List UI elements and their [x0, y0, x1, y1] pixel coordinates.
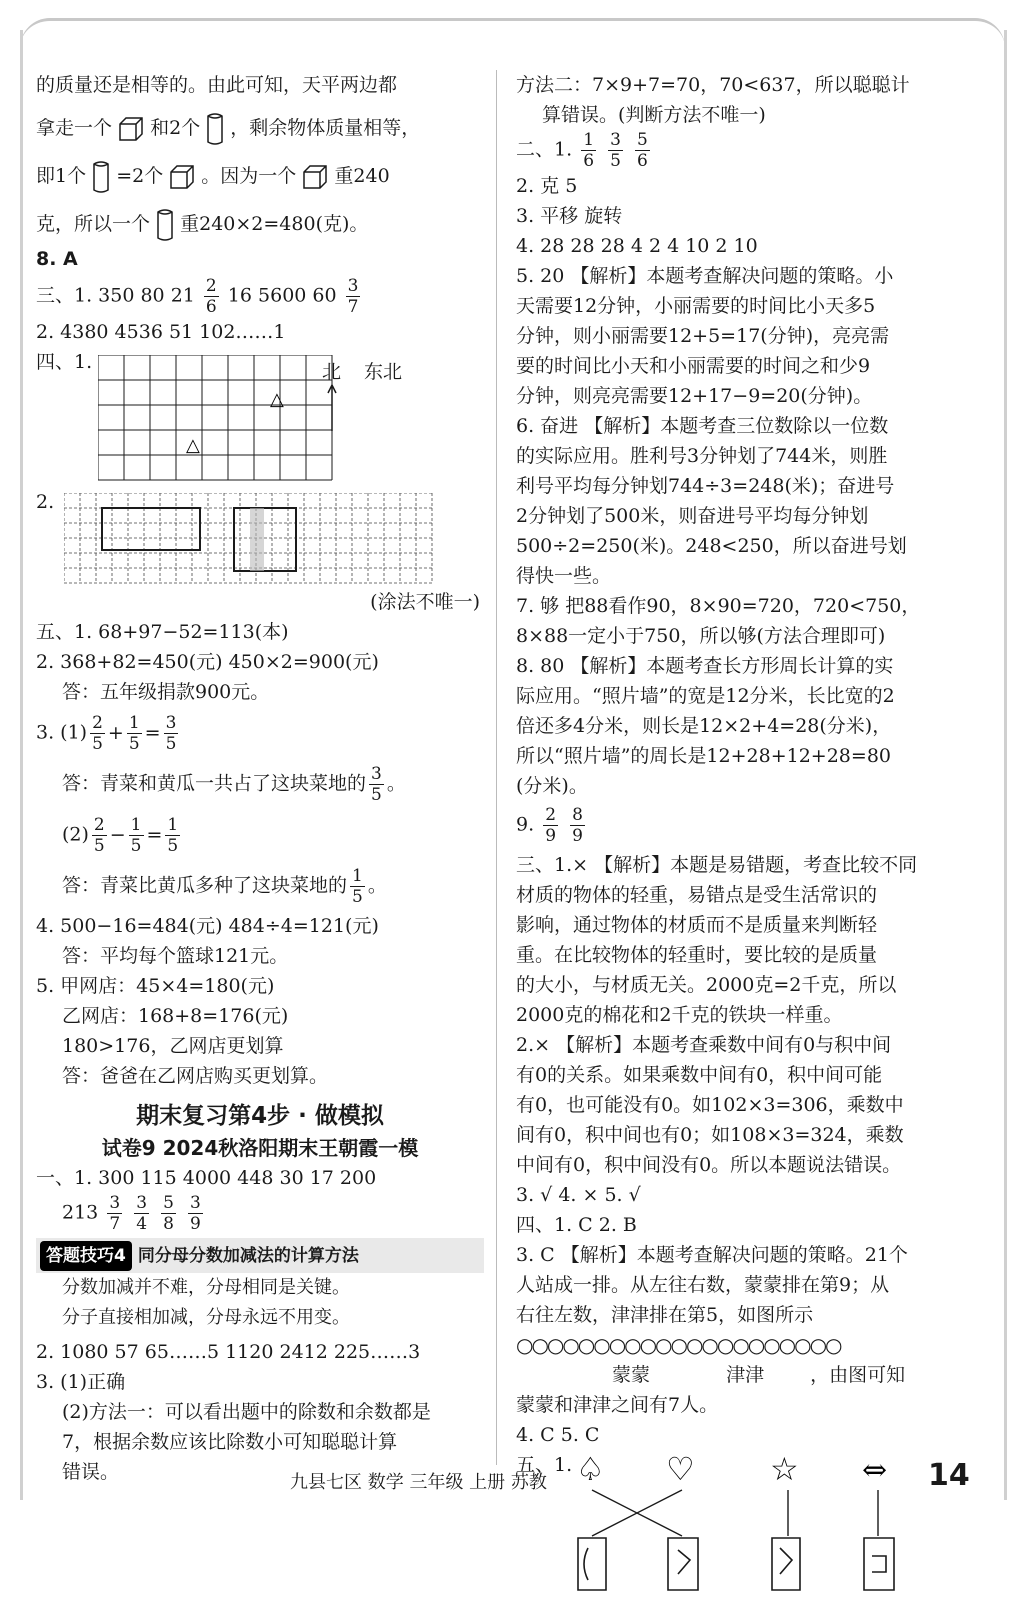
text-line: 答：爸爸在乙网店购买更划算。 [62, 1065, 329, 1087]
text-line: 倍还多4分米，则长是12×2+4=28(分米)， [516, 715, 892, 737]
fraction: $\frac{2}{5}$ [93, 815, 105, 856]
answer-5-3-2: (2) $\frac{2}{5}$ − $\frac{1}{5}$ = $\frac{1}{5}$ [62, 815, 179, 856]
text-line: 180>176，乙网店更划算 [62, 1035, 284, 1057]
north-label: 北 [322, 361, 342, 383]
matching-figure [566, 1450, 946, 1600]
tip-line: 分子直接相加减，分母永远不用变。 [62, 1307, 350, 1328]
answer-2-1: 二、1. $\frac{1}{6}$ $\frac{3}{5}$ $\frac{5}{6}$ [516, 130, 648, 171]
text-line: 蒙蒙 津津 ，由图可知 [612, 1364, 906, 1386]
text-line: 8×88一定小于750，所以够(方法合理即可) [516, 625, 886, 647]
answer-2-7: 7. 够 把88看作90，8×90=720，720<750， [516, 595, 921, 617]
heart-icon: ♡ [666, 1450, 695, 1488]
paper-answer-1: 一、1. 300 115 4000 448 30 17 200 [36, 1167, 377, 1189]
answer-5-4-reply: 答：平均每个篮球121元。 [62, 945, 289, 967]
text-line: 材质的物体的轻重，易错点是受生活常识的 [516, 884, 878, 906]
paper-title: 试卷9 2024秋洛阳期末王朝霞一模 [101, 1136, 419, 1160]
footer: 九县七区 数学 三年级 上册 苏教 [290, 1472, 547, 1493]
fraction: $\frac{1}{5}$ [352, 866, 363, 907]
fraction: $\frac{8}{9}$ [572, 805, 583, 846]
fraction: $\frac{2}{6}$ [205, 276, 217, 317]
text-line: 人站成一排。从左往右数，蒙蒙排在第9；从 [516, 1274, 890, 1296]
answer-5-2-reply: 答：五年级捐款900元。 [62, 681, 270, 703]
answer-5-5: 5. 甲网店：45×4=180(元) [36, 975, 275, 997]
answer-2-3: 3. 平移 旋转 [516, 205, 623, 227]
text-line: (分米)。 [516, 775, 588, 797]
text-line: 所以“照片墙”的周长是12+28+12+28=80 [516, 745, 891, 767]
cube-icon [302, 164, 328, 190]
text-line: 500÷2=250(米)。248<250，所以奋进号划 [516, 535, 907, 557]
answer-2-4: 4. 28 28 28 4 2 4 10 2 10 [516, 235, 758, 257]
paper-answer-2: 2. 1080 57 65……5 1120 2412 225……3 [36, 1341, 421, 1363]
answer-3-2: 2.× 【解析】本题考查乘数中间有0与积中间 [516, 1034, 892, 1056]
text-line: 克，所以一个 重240×2=480(克)。 [36, 208, 484, 242]
answer-5-1: 五、1. ♤ ♡ ☆ ⇔ [516, 1450, 956, 1600]
cube-icon [169, 164, 195, 190]
cylinder-icon [156, 208, 174, 242]
answer-5-4: 4. 500−16=484(元) 484÷4=121(元) [36, 915, 379, 937]
answer-2-8: 8. 80 【解析】本题考查长方形周长计算的实 [516, 655, 894, 677]
fraction: $\frac{1}{5}$ [128, 713, 140, 754]
fraction: $\frac{1}{5}$ [167, 815, 179, 856]
answer-2-5: 5. 20 【解析】本题考查解决问题的策略。小 [516, 265, 894, 287]
text-line: 2000克的棉花和2千克的铁块一样重。 [516, 1004, 843, 1026]
text-line: 分钟，则亮亮需要12+17−9=20(分钟)。 [516, 385, 873, 407]
text-line: 利号平均每分钟划744÷3=248(米)；奋进号 [516, 475, 895, 497]
text-line: 7，根据余数应该比除数小可知聪聪计算 [62, 1431, 398, 1453]
page-border-left [20, 30, 33, 1500]
fraction: $\frac{3}{4}$ [136, 1193, 148, 1234]
fraction: $\frac{3}{5}$ [610, 130, 621, 171]
tip-title: 同分母分数加减法的计算方法 [137, 1246, 359, 1266]
northeast-label: 东北 [364, 361, 403, 383]
spade-icon: ♤ [576, 1450, 605, 1488]
text-line: 分钟，则小丽需要12+5=17(分钟)，亮亮需 [516, 325, 890, 347]
fraction: $\frac{3}{5}$ [165, 713, 177, 754]
fraction: $\frac{5}{8}$ [163, 1193, 174, 1234]
text-line: 天需要12分钟，小丽需要的时间比小天多5 [516, 295, 876, 317]
text-line: 方法二：7×9+7=70，70<637，所以聪聪计 [516, 74, 910, 96]
paper-answer-1-cont: 213 $\frac{3}{7}$ $\frac{3}{4}$ $\frac{5}{8}$ $\frac{3}{9}$ [62, 1193, 201, 1234]
cube-icon [118, 116, 144, 142]
star-icon: ☆ [770, 1450, 799, 1488]
text-line: 的实际应用。胜利号3分钟划了744米，则胜 [516, 445, 888, 467]
page-border-top [20, 18, 1005, 55]
text-line: 即1个 =2个 。因为一个 重240 [36, 160, 484, 194]
answer-2-2: 2. 克 5 [516, 175, 578, 197]
text-line: 2分钟划了500米，则奋进号平均每分钟划 [516, 505, 869, 527]
answer-3-3-5: 3. √ 4. × 5. √ [516, 1184, 641, 1206]
section-title: 期末复习第4步 · 做模拟 [136, 1103, 384, 1129]
page-number: 14 [928, 1458, 970, 1493]
fraction: $\frac{2}{9}$ [545, 805, 557, 846]
text-line: 得快一些。 [516, 565, 612, 587]
people-row: ○○○○○○○○○○○○○○○○○○○○○ [516, 1333, 841, 1357]
text-line: 乙网店：168+8=176(元) [62, 1005, 289, 1027]
text-line: 算错误。(判断方法不唯一) [542, 104, 766, 126]
text-line: 的质量还是相等的。由此可知，天平两边都 [36, 74, 398, 96]
fraction: $\frac{2}{5}$ [92, 713, 103, 754]
text-line: 右往左数，津津排在第5，如图所示 [516, 1304, 814, 1326]
note: (涂法不唯一) [370, 591, 480, 613]
text-line: (2)方法一：可以看出题中的除数和余数都是 [62, 1401, 431, 1423]
answer-4-2: 2. [36, 487, 484, 587]
fraction: $\frac{5}{6}$ [636, 130, 648, 171]
text-line: 蒙蒙和津津之间有7人。 [516, 1394, 719, 1416]
answer-2-9: 9. $\frac{2}{9}$ $\frac{8}{9}$ [516, 805, 583, 846]
text-line: 拿走一个 和2个 ，剩余物体质量相等， [36, 112, 484, 146]
cylinder-icon [92, 160, 110, 194]
fraction: $\frac{1}{5}$ [130, 815, 142, 856]
shading-grid [64, 493, 434, 585]
text-line: 要的时间比小天和小丽需要的时间之和少9 [516, 355, 871, 377]
fraction: $\frac{3}{5}$ [371, 764, 382, 805]
answer-5-2: 2. 368+82=450(元) 450×2=900(元) [36, 651, 379, 673]
page-border-right [994, 30, 1007, 1500]
answer-3-1: 三、1.× 【解析】本题是易错题，考查比较不同 [516, 854, 918, 876]
answer-4-1: 四、1. △ △ 北 东北 [36, 347, 484, 487]
answer-5-3-2-reply: 答：青菜比黄瓜多种了这块菜地的 $\frac{1}{5}$ 。 [62, 866, 387, 907]
answer-8: 8. A [36, 248, 78, 270]
text-line: 有0的关系。如果乘数中间有0，积中间可能 [516, 1064, 883, 1086]
cylinder-icon [206, 112, 224, 146]
text-line: 的大小，与材质无关。2000克=2千克，所以 [516, 974, 897, 996]
tip-line: 分数加减并不难，分母相同是关键。 [62, 1277, 350, 1298]
answer-4-1-2: 四、1. C 2. B [516, 1214, 637, 1236]
text-line: 际应用。“照片墙”的宽是12分米，长比宽的2 [516, 685, 895, 707]
text-line: 错误。 [62, 1461, 120, 1483]
answer-5-3-1: 3. (1) $\frac{2}{5}$ + $\frac{1}{5}$ = $\frac{3}{5}$ [36, 713, 177, 754]
text-line: 重。在比较物体的轻重时，要比较的是质量 [516, 944, 878, 966]
fraction: $\frac{1}{6}$ [583, 130, 595, 171]
text-line: 影响，通过物体的材质而不是质量来判断轻 [516, 914, 878, 936]
tip-label: 答题技巧4 [40, 1241, 132, 1271]
answer-3-2: 2. 4380 4536 51 102……1 [36, 321, 286, 343]
text-line: 有0，也可能没有0。如102×3=306，乘数中 [516, 1094, 904, 1116]
fraction: $\frac{3}{7}$ [109, 1193, 121, 1234]
answer-2-6: 6. 奋进 【解析】本题考查三位数除以一位数 [516, 415, 889, 437]
right-column [516, 70, 956, 1600]
answer-5-1: 五、1. 68+97−52=113(本) [36, 621, 289, 643]
north-arrow-icon [326, 383, 338, 433]
left-column [36, 70, 484, 1487]
fraction: $\frac{3}{7}$ [347, 276, 359, 317]
answer-4-3: 3. C 【解析】本题考查解决问题的策略。21个 [516, 1244, 908, 1266]
direction-grid [98, 355, 338, 485]
text-line: 间有0，积中间也有0；如108×3=324，乘数 [516, 1124, 904, 1146]
fraction: $\frac{3}{9}$ [189, 1193, 201, 1234]
answer-4-4-5: 4. C 5. C [516, 1424, 600, 1446]
triangle-mark: △ [270, 389, 284, 410]
column-divider [496, 70, 497, 1465]
paper-answer-3: 3. (1)正确 [36, 1371, 126, 1393]
answer-5-3-1-reply: 答：青菜和黄瓜一共占了这块菜地的 $\frac{3}{5}$ 。 [62, 764, 406, 805]
triangle-mark: △ [186, 435, 200, 456]
double-arrow-icon: ⇔ [862, 1453, 888, 1488]
answer-3-1: 三、1. 350 80 21 $\frac{2}{6}$ 16 5600 60 $\frac{3}{7}$ [36, 276, 359, 317]
tip-box [36, 1238, 484, 1273]
text-line: 中间有0，积中间没有0。所以本题说法错误。 [516, 1154, 902, 1176]
